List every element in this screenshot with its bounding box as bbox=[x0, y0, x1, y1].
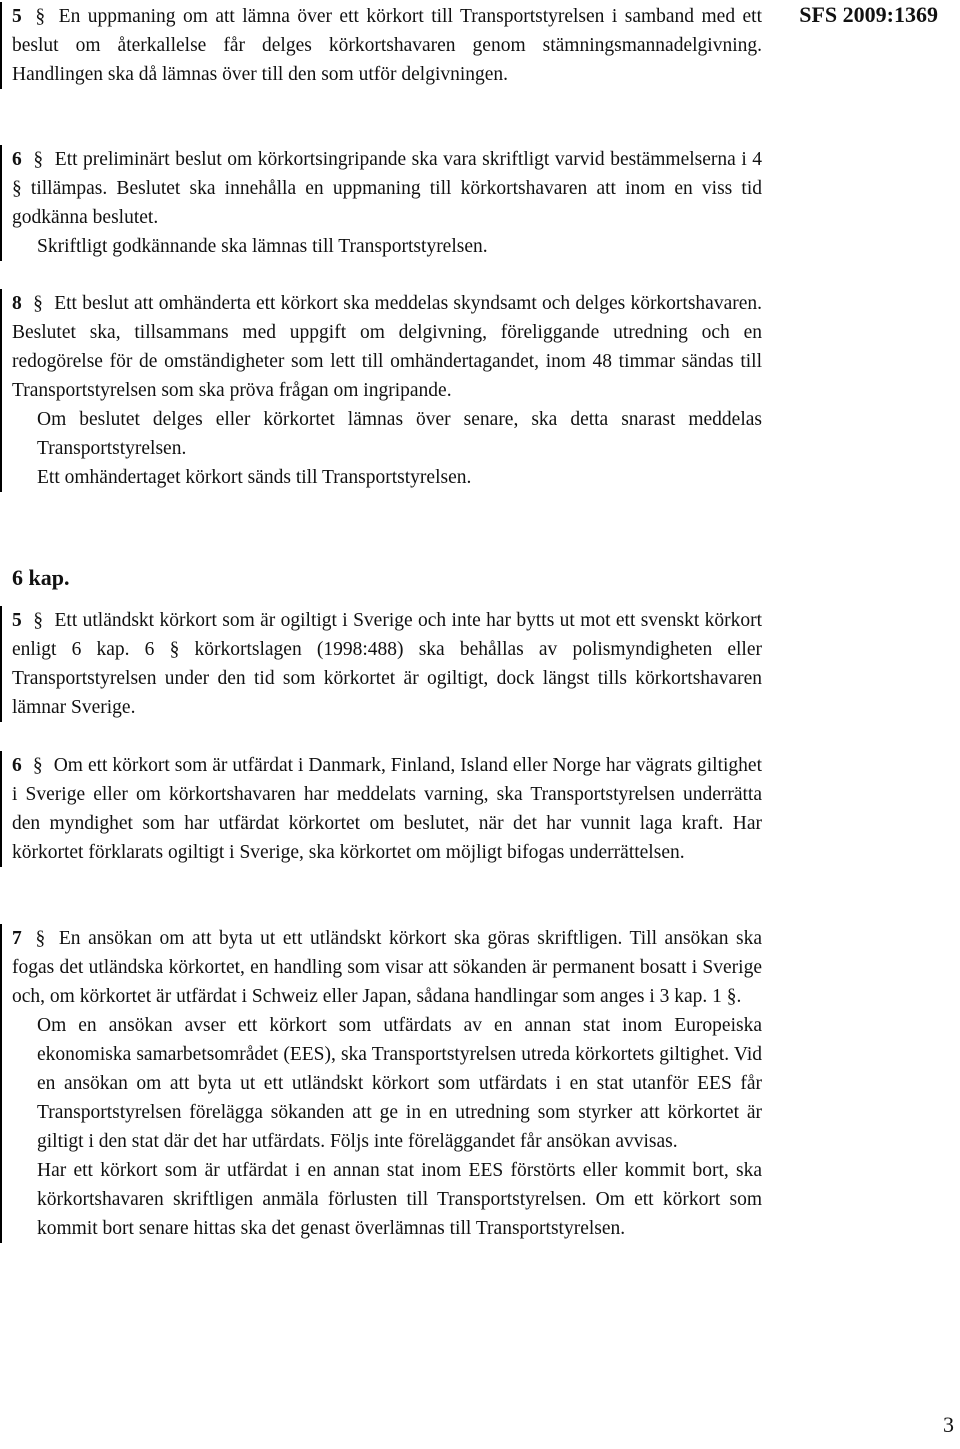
section-sign: § bbox=[33, 293, 43, 314]
section-block bbox=[0, 924, 762, 1243]
section-number: 8 bbox=[12, 293, 22, 314]
section-number: 7 bbox=[12, 928, 22, 949]
paragraph-text: Om ett körkort som är utfärdat i Danmark, Finland, Island eller Norge har vägrats giltighet i Sverige eller om körkortshavaren har meddelats varning, ska Transportstyrelsen underrätta den myndighet som har utfärdat körkortet om beslutet, när det har vunnit laga kraft. Har körkortet förklarats ogiltigt i Sverige, ska körkortet om möjligt bifogas underrättelsen. bbox=[12, 755, 763, 863]
section-number: 5 bbox=[12, 6, 22, 27]
section-block bbox=[0, 145, 762, 261]
section-paragraph bbox=[2, 2, 762, 89]
paragraph-text: Ett preliminärt beslut om körkortsingripande ska vara skriftligt varvid bestämmelserna i 4 § tillämpas. Beslutet ska innehålla en uppmaning till körkortshavaren att inom en viss tid godkänna beslutet. bbox=[12, 149, 763, 228]
document-id: SFS 2009:1369 bbox=[799, 2, 938, 27]
paragraph: Om en ansökan avser ett körkort som utfärdats av en annan stat inom Europeiska ekonomiska samarbetsområdet (EES), ska Transportstyrelsen utreda körkortets giltighet. Vid en ansökan om att byta ut ett utländskt körkort som utfärdats i en stat utanför EES får Transportstyrelsen förelägga sökanden att ge in en utredning som styrker att körkortet är giltigt i den stat där det har utfärdats. Följs inte föreläggandet får ansökan avvisas. bbox=[37, 1015, 762, 1152]
chapter-heading: 6 kap. bbox=[12, 565, 70, 590]
paragraph-text: En uppmaning om att lämna över ett körkort till Transportstyrelsen i samband med ett beslut om återkallelse får delges körkortshavaren genom stämningsmannadelgivning. Handlingen ska då lämnas över till den som utför delgivningen. bbox=[12, 6, 763, 85]
page-number: 3 bbox=[943, 1412, 954, 1437]
section-paragraph bbox=[2, 289, 762, 405]
section-block bbox=[0, 289, 762, 492]
section-number: 6 bbox=[12, 149, 22, 170]
section-sign: § bbox=[33, 610, 43, 631]
section-number: 5 bbox=[12, 610, 22, 631]
section-paragraph bbox=[2, 924, 762, 1011]
paragraph-text: En ansökan om att byta ut ett utländskt körkort ska göras skriftligen. Till ansökan ska fogas det utländska körkortet, en handling som visar att sökanden är permanent bosatt i Sverige och, om körkortet är utfärdat i Schweiz eller Japan, sådana handlingar som anges i 3 kap. 1 §. bbox=[12, 928, 763, 1007]
section-sign: § bbox=[32, 755, 43, 776]
paragraph: Har ett körkort som är utfärdat i en annan stat inom EES förstörts eller kommit bort, ska körkortshavaren skriftligen anmäla förlusten till Transportstyrelsen. Om ett körkort som kommit bort senare hittas ska det genast överlämnas till Transportstyrelsen. bbox=[37, 1160, 762, 1239]
section-paragraph bbox=[2, 145, 762, 232]
section-paragraph bbox=[2, 606, 762, 722]
section-block bbox=[0, 751, 762, 867]
section-paragraph bbox=[2, 751, 762, 867]
paragraph: Skriftligt godkännande ska lämnas till Transportstyrelsen. bbox=[37, 236, 488, 257]
paragraph-text: Ett utländskt körkort som är ogiltigt i Sverige och inte har bytts ut mot ett svenskt körkort enligt 6 kap. 6 § körkortslagen (1998:488) ska behållas av polismyndigheten eller Transportstyrelsen under den tid som körkortet är ogiltigt, dock längst tills körkortshavaren lämnar Sverige. bbox=[12, 610, 763, 718]
section-sign: § bbox=[33, 149, 44, 170]
section-sign: § bbox=[35, 928, 46, 949]
paragraph-text: Ett beslut att omhänderta ett körkort ska meddelas skyndsamt och delges körkortshavaren. Beslutet ska, tillsammans med uppgift om delgivning, föreliggande utredning och en redogörelse för de omständigheter som lett till omhändertagandet, inom 48 timmar sändas till Transportstyrelsen som ska pröva frågan om ingripande. bbox=[12, 293, 763, 401]
section-number: 6 bbox=[12, 755, 22, 776]
section-block bbox=[0, 2, 762, 89]
section-sign: § bbox=[35, 6, 46, 27]
paragraph: Om beslutet delges eller körkortet lämnas över senare, ska detta snarast meddelas Transportstyrelsen. bbox=[37, 409, 762, 459]
section-block bbox=[0, 606, 762, 722]
paragraph: Ett omhändertaget körkort sänds till Transportstyrelsen. bbox=[37, 467, 472, 488]
